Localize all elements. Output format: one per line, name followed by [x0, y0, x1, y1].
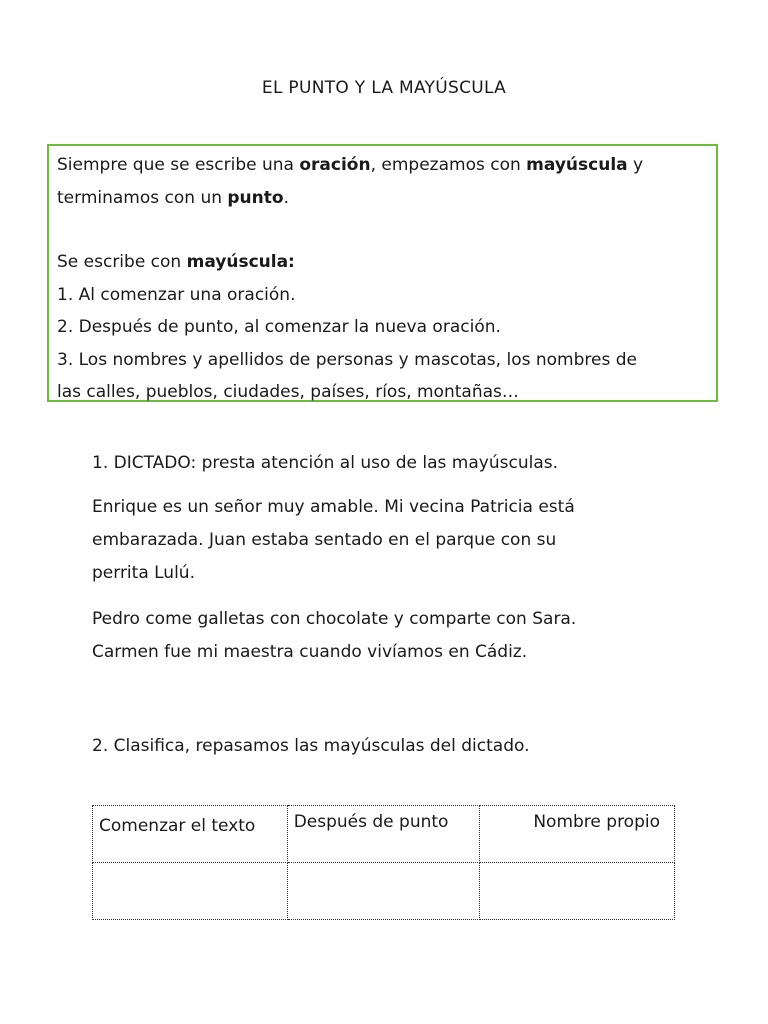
rule-line-1 [57, 149, 708, 182]
classification-table [92, 805, 675, 920]
rule-text: terminamos con un [57, 187, 228, 208]
rule-heading [57, 246, 708, 279]
dictation-paragraph-2 [92, 603, 692, 669]
dictation-line: Pedro come galletas con chocolate y comparte con Sara. [92, 609, 577, 629]
table-header-cell: Después de punto [287, 806, 480, 863]
rule-item: 3. Los nombres y apellidos de personas y mascotas, los nombres de [57, 349, 637, 370]
dictation-line: Carmen fue mi maestra cuando vivíamos en Cádiz. [92, 642, 528, 662]
rule-text: , empezamos con [370, 155, 527, 175]
table-header-row [93, 806, 675, 863]
rule-text: Se escribe con [57, 252, 187, 272]
dictation-line: Enrique es un señor muy amable. Mi vecina Patricia está [92, 497, 575, 517]
rule-item: las calles, pueblos, ciudades, países, ríos, montañas… [57, 382, 519, 402]
rule-item: 2. Después de punto, al comenzar la nueva oración. [57, 317, 501, 337]
rule-item: 1. Al comenzar una oración. [57, 284, 296, 305]
rule-keyword-mayuscula: mayúscula [526, 155, 628, 175]
table-cell[interactable] [93, 863, 288, 920]
dictation-line: embarazada. Juan estaba sentado en el parque con su [92, 530, 557, 550]
table-cell[interactable] [287, 863, 480, 920]
exercise1-title [92, 447, 692, 480]
rule-line-2 [57, 182, 708, 215]
rule-text: y [627, 155, 644, 175]
dictation-line: perrita Lulú. [92, 563, 195, 583]
rule-box [47, 144, 718, 402]
dictation-paragraph-1 [92, 491, 692, 590]
table-cell[interactable] [480, 863, 675, 920]
rule-text: . [283, 187, 289, 208]
rule-keyword-punto: punto [227, 187, 284, 208]
rule-text: Siempre que se escribe una [57, 155, 300, 175]
table-header-cell: Comenzar el texto [93, 806, 288, 863]
table-header-cell: Nombre propio [480, 806, 675, 863]
rule-keyword-oracion: oración [299, 155, 371, 175]
spacer [57, 214, 708, 246]
table-row [93, 863, 675, 920]
rule-keyword-mayuscula-heading: mayúscula: [186, 252, 295, 272]
document-title: EL PUNTO Y LA MAYÚSCULA [261, 78, 507, 98]
exercise1-title-text: 1. DICTADO: presta atención al uso de las mayúsculas. [92, 453, 558, 473]
exercise2-title [92, 730, 692, 763]
exercise2-title-text: 2. Clasifica, repasamos las mayúsculas del dictado. [92, 736, 530, 756]
